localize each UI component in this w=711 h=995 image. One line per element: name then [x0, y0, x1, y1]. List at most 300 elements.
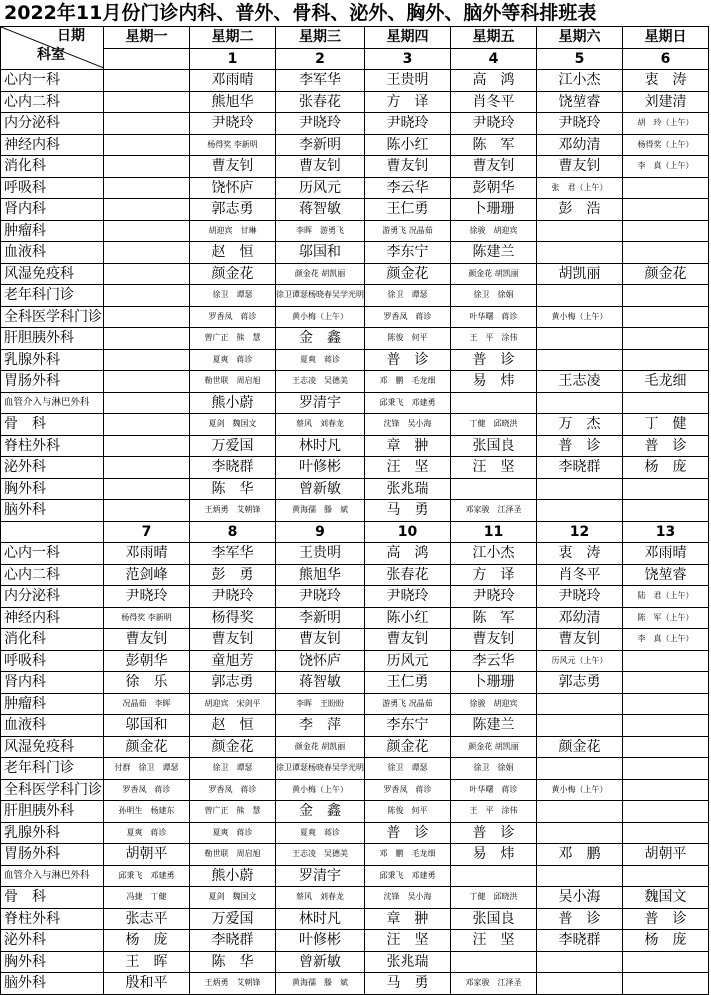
doctor-cell: 徐骏 胡迎宾 [451, 220, 537, 242]
doctor-cell [451, 951, 537, 973]
doctor-cell: 吴小海 [537, 887, 623, 909]
doctor-cell: 杨 庞 [623, 457, 709, 479]
doctor-cell: 徐卫 徐娟 [451, 285, 537, 307]
doctor-cell: 彭 勇 [190, 564, 276, 586]
doctor-cell [623, 478, 709, 500]
doctor-cell: 江小杰 [537, 70, 623, 92]
doctor-cell: 杨得奖 [190, 607, 276, 629]
department-cell: 内分泌科 [1, 586, 104, 608]
doctor-cell: 杨 庞 [104, 930, 190, 952]
date-cell: 7 [104, 521, 190, 543]
doctor-cell: 黄小梅（上午） [537, 306, 623, 328]
doctor-cell: 尹晓玲 [190, 113, 276, 135]
table-row [1, 457, 709, 479]
department-cell: 胃肠外科 [1, 844, 104, 866]
doctor-cell: 徐卫 徐娟 [451, 758, 537, 780]
doctor-cell: 李东宁 [365, 242, 451, 264]
department-cell: 肝胆胰外科 [1, 801, 104, 823]
doctor-cell: 曹友钊 [451, 629, 537, 651]
doctor-cell: 曾广正 熊 慧 [190, 801, 276, 823]
department-cell: 心内二科 [1, 91, 104, 113]
doctor-cell: 黄小梅（上午） [537, 779, 623, 801]
doctor-cell [104, 156, 190, 178]
schedule-body [1, 27, 709, 995]
doctor-cell [623, 500, 709, 522]
doctor-cell [623, 177, 709, 199]
doctor-cell [104, 285, 190, 307]
weekday-header: 星期五 [451, 27, 537, 49]
doctor-cell: 徐卫 谭瑟 [365, 285, 451, 307]
doctor-cell: 童旭芳 [190, 650, 276, 672]
date-cell: 3 [365, 48, 451, 70]
doctor-cell: 蔡风 刘春龙 [276, 414, 365, 436]
doctor-cell: 万 杰 [537, 414, 623, 436]
doctor-cell: 李新明 [276, 134, 365, 156]
doctor-cell: 邓幼清 [537, 134, 623, 156]
table-row [1, 478, 709, 500]
doctor-cell: 罗香凤 蒋诊 [365, 779, 451, 801]
doctor-cell: 曹友钊 [104, 629, 190, 651]
doctor-cell: 陈小红 [365, 134, 451, 156]
table-row [1, 887, 709, 909]
doctor-cell: 汪 坚 [365, 457, 451, 479]
doctor-cell: 颜金花 [104, 736, 190, 758]
doctor-cell: 邓雨晴 [104, 543, 190, 565]
table-row [1, 650, 709, 672]
doctor-cell [537, 500, 623, 522]
doctor-cell: 魏国文 [623, 887, 709, 909]
doctor-cell: 肖冬平 [537, 564, 623, 586]
doctor-cell: 颜金花 [365, 736, 451, 758]
department-cell: 心内一科 [1, 543, 104, 565]
doctor-cell: 易 炜 [451, 844, 537, 866]
doctor-cell: 李军华 [276, 70, 365, 92]
doctor-cell [623, 328, 709, 350]
department-cell: 骨 科 [1, 414, 104, 436]
table-row [1, 242, 709, 264]
doctor-cell: 杨得奖 李新明 [190, 134, 276, 156]
doctor-cell [623, 693, 709, 715]
table-row [1, 306, 709, 328]
doctor-cell: 尹晓玲 [276, 586, 365, 608]
doctor-cell: 曹友钊 [451, 156, 537, 178]
doctor-cell: 蒋智敏 [276, 672, 365, 694]
table-row [1, 134, 709, 156]
department-cell: 风湿免疫科 [1, 736, 104, 758]
doctor-cell: 章 翀 [365, 908, 451, 930]
table-row [1, 908, 709, 930]
department-cell: 神经内科 [1, 607, 104, 629]
table-row [1, 607, 709, 629]
doctor-cell: 王志凌 [537, 371, 623, 393]
doctor-cell [623, 951, 709, 973]
doctor-cell: 罗香凤 蒋诊 [190, 306, 276, 328]
doctor-cell: 张春花 [365, 564, 451, 586]
doctor-cell: 尹晓玲 [365, 586, 451, 608]
doctor-cell: 章 翀 [365, 435, 451, 457]
date-cell: 11 [451, 521, 537, 543]
doctor-cell: 张志平 [104, 908, 190, 930]
doctor-cell: 丁 健 [623, 414, 709, 436]
doctor-cell: 罗清宇 [276, 392, 365, 414]
doctor-cell: 颜金花 [623, 263, 709, 285]
doctor-cell: 普 诊 [537, 908, 623, 930]
table-row [1, 543, 709, 565]
doctor-cell: 勒世联 周启旭 [190, 844, 276, 866]
table-row [1, 865, 709, 887]
doctor-cell [104, 306, 190, 328]
doctor-cell [623, 865, 709, 887]
doctor-cell: 肖冬平 [451, 91, 537, 113]
doctor-cell: 夏剑 魏国文 [190, 887, 276, 909]
doctor-cell: 王志凌 吴德美 [276, 371, 365, 393]
doctor-cell: 陈 军（上午） [623, 607, 709, 629]
table-row [1, 973, 709, 995]
doctor-cell: 刘建清 [623, 91, 709, 113]
doctor-cell: 万爱国 [190, 908, 276, 930]
doctor-cell: 郭志勇 [537, 672, 623, 694]
doctor-cell: 饶堃睿 [623, 564, 709, 586]
doctor-cell: 张兆瑞 [365, 478, 451, 500]
doctor-cell: 卜珊珊 [451, 199, 537, 221]
table-row [1, 500, 709, 522]
doctor-cell: 郭志勇 [190, 672, 276, 694]
department-cell: 内分泌科 [1, 113, 104, 135]
doctor-cell [104, 70, 190, 92]
doctor-cell: 罗香凤 蒋诊 [365, 306, 451, 328]
doctor-cell: 彭朝华 [104, 650, 190, 672]
doctor-cell: 丁健 邱晓洪 [451, 414, 537, 436]
doctor-cell: 张兆瑞 [365, 951, 451, 973]
doctor-cell: 陈 华 [190, 951, 276, 973]
doctor-cell: 马 勇 [365, 973, 451, 995]
doctor-cell [104, 91, 190, 113]
doctor-cell: 沈锋 吴小海 [365, 414, 451, 436]
doctor-cell: 李新明 [276, 607, 365, 629]
department-cell: 呼吸科 [1, 650, 104, 672]
doctor-cell: 叶修彬 [276, 930, 365, 952]
table-row [1, 371, 709, 393]
doctor-cell: 熊小蔚 [190, 865, 276, 887]
date-cell: 10 [365, 521, 451, 543]
department-cell: 胃肠外科 [1, 371, 104, 393]
doctor-cell: 金 鑫 [276, 328, 365, 350]
doctor-cell [537, 801, 623, 823]
doctor-cell: 胡朝平 [104, 844, 190, 866]
doctor-cell: 胡凯丽 [537, 263, 623, 285]
doctor-cell: 夏爽 蒋诊 [190, 822, 276, 844]
doctor-cell: 罗香凤 蒋诊 [190, 779, 276, 801]
doctor-cell [104, 177, 190, 199]
doctor-cell: 冯捷 丁健 [104, 887, 190, 909]
table-row [1, 822, 709, 844]
doctor-cell [104, 392, 190, 414]
doctor-cell: 黄海孺 滕 斌 [276, 973, 365, 995]
doctor-cell: 王仁勇 [365, 199, 451, 221]
doctor-cell: 张国良 [451, 435, 537, 457]
table-row [1, 91, 709, 113]
doctor-cell: 王贵明 [276, 543, 365, 565]
table-row [1, 779, 709, 801]
doctor-cell: 曹友钊 [537, 156, 623, 178]
doctor-cell: 李云华 [365, 177, 451, 199]
doctor-cell: 颜金花 胡凯丽 [276, 736, 365, 758]
doctor-cell: 熊小蔚 [190, 392, 276, 414]
doctor-cell: 徐卫 谭瑟 [190, 285, 276, 307]
doctor-cell [537, 285, 623, 307]
doctor-cell [537, 392, 623, 414]
doctor-cell: 王 平 涂伟 [451, 801, 537, 823]
doctor-cell: 况晶茹 李晖 [104, 693, 190, 715]
doctor-cell: 颜金花 胡凯丽 [451, 736, 537, 758]
department-cell: 血液科 [1, 242, 104, 264]
doctor-cell [537, 693, 623, 715]
department-cell: 消化科 [1, 156, 104, 178]
doctor-cell: 曹友钊 [276, 156, 365, 178]
doctor-cell: 徐卫谭瑟杨晓春吴学光明 [276, 758, 365, 780]
department-cell: 骨 科 [1, 887, 104, 909]
department-cell: 胸外科 [1, 478, 104, 500]
table-row [1, 693, 709, 715]
doctor-cell: 丁健 邱晓洪 [451, 887, 537, 909]
table-row [1, 263, 709, 285]
doctor-cell: 赵 恒 [190, 715, 276, 737]
department-cell: 肿瘤科 [1, 220, 104, 242]
doctor-cell: 张春花 [276, 91, 365, 113]
doctor-cell: 夏爽 蒋诊 [190, 349, 276, 371]
department-cell: 血管介入与淋巴外科 [1, 392, 104, 414]
doctor-cell: 叶华曙 蒋诊 [451, 306, 537, 328]
department-cell: 心内二科 [1, 564, 104, 586]
doctor-cell: 颜金花 [537, 736, 623, 758]
doctor-cell [623, 736, 709, 758]
doctor-cell: 曹友钊 [365, 156, 451, 178]
doctor-cell [104, 478, 190, 500]
doctor-cell: 邓 鹏 毛龙细 [365, 844, 451, 866]
doctor-cell: 万爱国 [190, 435, 276, 457]
doctor-cell: 尹晓玲 [276, 113, 365, 135]
doctor-cell [623, 973, 709, 995]
doctor-cell: 尹晓玲 [451, 113, 537, 135]
doctor-cell: 易 炜 [451, 371, 537, 393]
weekday-header-row [1, 27, 709, 49]
doctor-cell: 李晓群 [537, 930, 623, 952]
doctor-cell [537, 242, 623, 264]
doctor-cell [623, 672, 709, 694]
doctor-cell: 李 真（上午） [623, 629, 709, 651]
department-cell: 乳腺外科 [1, 822, 104, 844]
table-row [1, 328, 709, 350]
doctor-cell: 衷 涛 [623, 70, 709, 92]
date-cell: 6 [623, 48, 709, 70]
doctor-cell: 李晓群 [190, 457, 276, 479]
doctor-cell: 普 诊 [623, 435, 709, 457]
table-row [1, 715, 709, 737]
doctor-cell: 王贵明 [365, 70, 451, 92]
doctor-cell: 王炳勇 艾朝锋 [190, 500, 276, 522]
doctor-cell [537, 973, 623, 995]
department-cell: 肝胆胰外科 [1, 328, 104, 350]
department-cell: 血液科 [1, 715, 104, 737]
doctor-cell: 马 勇 [365, 500, 451, 522]
doctor-cell: 蔡风 刘春龙 [276, 887, 365, 909]
doctor-cell: 曹友钊 [365, 629, 451, 651]
doctor-cell: 殷和平 [104, 973, 190, 995]
doctor-cell: 邱秉飞 邓建勇 [104, 865, 190, 887]
doctor-cell [537, 715, 623, 737]
department-cell: 乳腺外科 [1, 349, 104, 371]
doctor-cell: 杨得奖 李新明 [104, 607, 190, 629]
doctor-cell: 陈小红 [365, 607, 451, 629]
table-row [1, 564, 709, 586]
department-cell: 全科医学科门诊 [1, 779, 104, 801]
table-row [1, 156, 709, 178]
date-cell: 2 [276, 48, 365, 70]
doctor-cell: 邬国和 [276, 242, 365, 264]
corner-dept-label: 科室 [37, 47, 65, 63]
doctor-cell: 卜珊珊 [451, 672, 537, 694]
doctor-cell: 王仁勇 [365, 672, 451, 694]
doctor-cell [104, 371, 190, 393]
doctor-cell: 徐卫 谭瑟 [365, 758, 451, 780]
doctor-cell [104, 199, 190, 221]
table-row [1, 392, 709, 414]
doctor-cell: 曹友钊 [537, 629, 623, 651]
date-cell: 9 [276, 521, 365, 543]
doctor-cell [537, 220, 623, 242]
doctor-cell [623, 349, 709, 371]
doctor-cell: 普 诊 [623, 908, 709, 930]
doctor-cell: 颜金花 [190, 736, 276, 758]
doctor-cell: 曾新敏 [276, 951, 365, 973]
doctor-cell: 普 诊 [451, 349, 537, 371]
doctor-cell: 普 诊 [451, 822, 537, 844]
doctor-cell: 徐卫 谭瑟 [190, 758, 276, 780]
doctor-cell: 沈锋 吴小海 [365, 887, 451, 909]
doctor-cell: 夏爽 蒋诊 [104, 822, 190, 844]
department-cell: 风湿免疫科 [1, 263, 104, 285]
doctor-cell: 李 真（上午） [623, 156, 709, 178]
doctor-cell: 林时凡 [276, 435, 365, 457]
doctor-cell: 胡迎宾 甘琳 [190, 220, 276, 242]
doctor-cell: 李晖 游勇飞 [276, 220, 365, 242]
doctor-cell [623, 242, 709, 264]
doctor-cell: 付群 徐卫 谭瑟 [104, 758, 190, 780]
doctor-cell: 叶华曙 蒋诊 [451, 779, 537, 801]
doctor-cell: 金 鑫 [276, 801, 365, 823]
doctor-cell: 陈 军 [451, 134, 537, 156]
date-cell: 12 [537, 521, 623, 543]
doctor-cell: 衷 涛 [537, 543, 623, 565]
table-row [1, 801, 709, 823]
doctor-cell: 历风元 [365, 650, 451, 672]
doctor-cell [623, 306, 709, 328]
doctor-cell: 罗香凤 蒋诊 [104, 779, 190, 801]
doctor-cell: 江小杰 [451, 543, 537, 565]
doctor-cell [537, 478, 623, 500]
doctor-cell: 曾广正 熊 慧 [190, 328, 276, 350]
doctor-cell: 李军华 [190, 543, 276, 565]
weekday-header: 星期三 [276, 27, 365, 49]
doctor-cell: 饶堃睿 [537, 91, 623, 113]
doctor-cell: 王 平 涂伟 [451, 328, 537, 350]
weekday-header: 星期四 [365, 27, 451, 49]
doctor-cell: 李东宁 [365, 715, 451, 737]
doctor-cell [104, 134, 190, 156]
department-cell: 脑外科 [1, 973, 104, 995]
doctor-cell [623, 285, 709, 307]
doctor-cell: 汪 坚 [451, 457, 537, 479]
doctor-cell: 游勇飞 况晶茹 [365, 693, 451, 715]
doctor-cell [623, 199, 709, 221]
doctor-cell: 夏爽 蒋诊 [276, 349, 365, 371]
doctor-cell: 胡迎宾 宋剑平 [190, 693, 276, 715]
doctor-cell: 范剑峰 [104, 564, 190, 586]
table-row [1, 199, 709, 221]
department-cell: 泌外科 [1, 930, 104, 952]
department-cell: 全科医学科门诊 [1, 306, 104, 328]
doctor-cell: 历风元（上午） [537, 650, 623, 672]
doctor-cell [104, 263, 190, 285]
doctor-cell: 邓家骏 江泽圣 [451, 500, 537, 522]
doctor-cell: 颜金花 胡凯丽 [451, 263, 537, 285]
doctor-cell: 李晓群 [537, 457, 623, 479]
doctor-cell: 饶怀庐 [190, 177, 276, 199]
doctor-cell: 王志凌 吴德美 [276, 844, 365, 866]
doctor-cell: 邓幼清 [537, 607, 623, 629]
doctor-cell: 曾新敏 [276, 478, 365, 500]
weekday-header: 星期二 [190, 27, 276, 49]
doctor-cell: 邓雨晴 [623, 543, 709, 565]
doctor-cell [104, 220, 190, 242]
doctor-cell: 尹晓玲 [451, 586, 537, 608]
doctor-cell [451, 865, 537, 887]
doctor-cell [104, 349, 190, 371]
doctor-cell: 王炳勇 艾朝锋 [190, 973, 276, 995]
schedule-table [0, 26, 709, 995]
table-row [1, 414, 709, 436]
doctor-cell: 汪 坚 [451, 930, 537, 952]
table-row [1, 951, 709, 973]
doctor-cell: 林时凡 [276, 908, 365, 930]
doctor-cell [537, 758, 623, 780]
doctor-cell [104, 457, 190, 479]
doctor-cell: 邓 鹏 毛龙细 [365, 371, 451, 393]
doctor-cell: 陈 华 [190, 478, 276, 500]
doctor-cell: 黄海孺 滕 斌 [276, 500, 365, 522]
department-cell: 肾内科 [1, 199, 104, 221]
department-cell: 呼吸科 [1, 177, 104, 199]
doctor-cell: 方 译 [451, 564, 537, 586]
doctor-cell: 熊旭华 [190, 91, 276, 113]
doctor-cell: 张 君（上午） [537, 177, 623, 199]
doctor-cell [623, 715, 709, 737]
table-row [1, 113, 709, 135]
doctor-cell: 高 鸿 [451, 70, 537, 92]
doctor-cell: 勒世联 周启旭 [190, 371, 276, 393]
table-row [1, 285, 709, 307]
doctor-cell: 徐骏 胡迎宾 [451, 693, 537, 715]
department-cell: 脊柱外科 [1, 908, 104, 930]
doctor-cell [104, 328, 190, 350]
department-cell: 脊柱外科 [1, 435, 104, 457]
doctor-cell: 赵 恒 [190, 242, 276, 264]
doctor-cell: 黄小梅（上午） [276, 779, 365, 801]
table-row [1, 758, 709, 780]
doctor-cell: 李云华 [451, 650, 537, 672]
doctor-cell: 尹晓玲 [190, 586, 276, 608]
doctor-cell [451, 478, 537, 500]
